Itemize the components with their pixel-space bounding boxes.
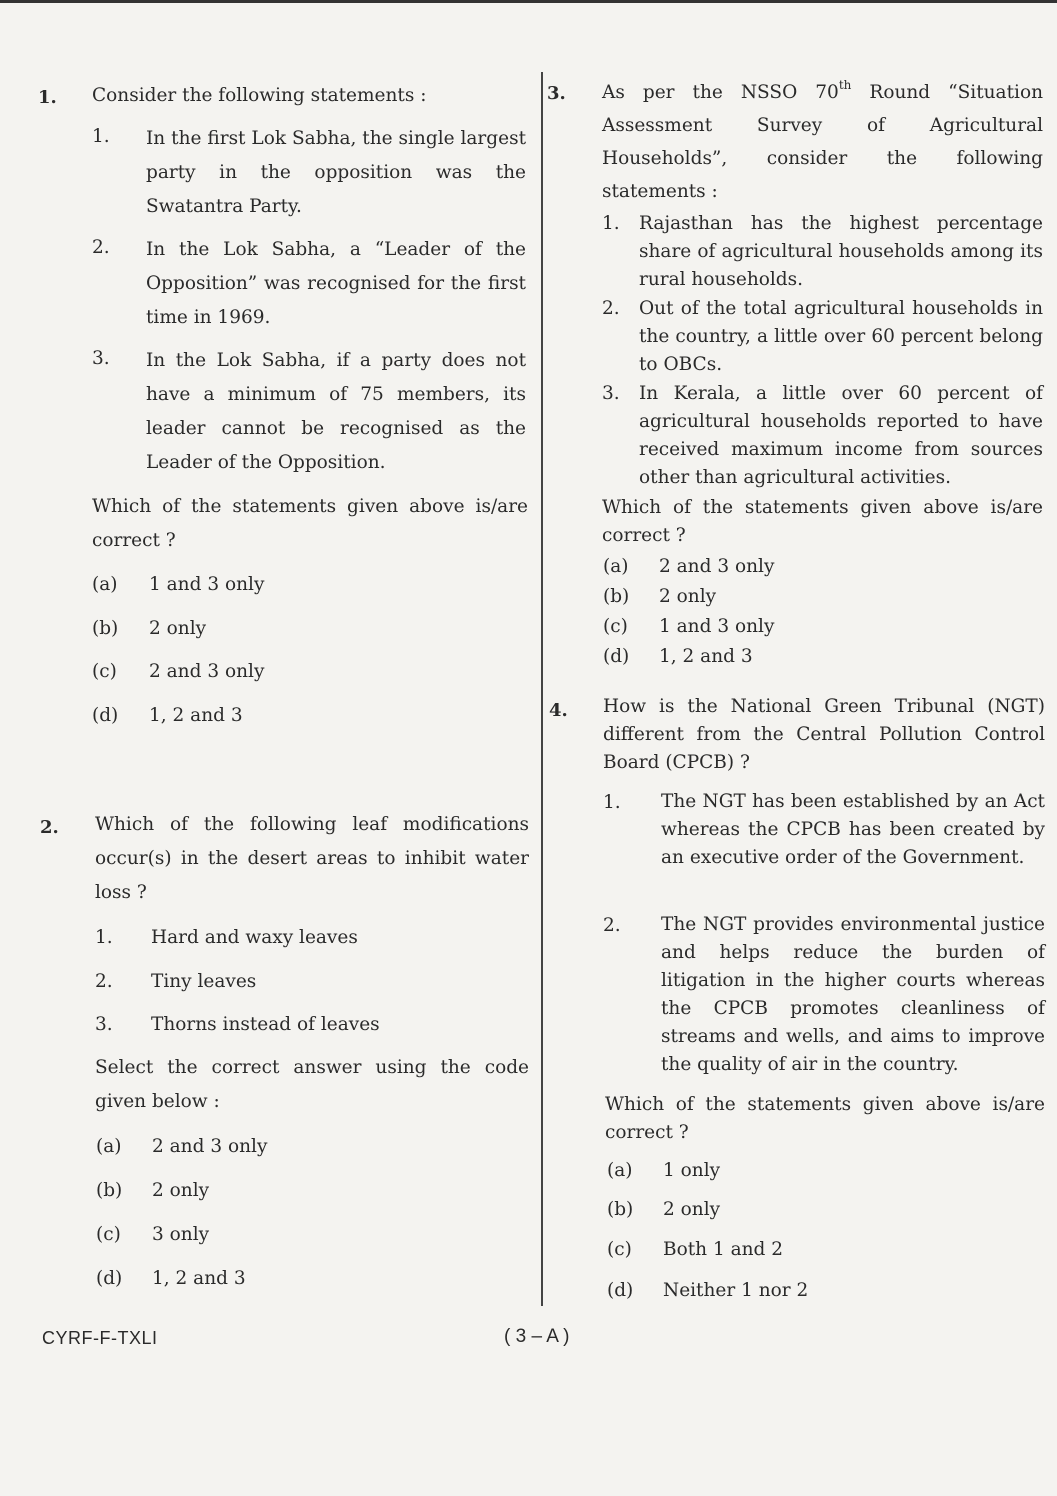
option-text: 2 and 3 only <box>152 1136 268 1157</box>
option-text: 2 and 3 only <box>659 556 775 577</box>
statement-text: Thorns instead of leaves <box>151 1014 380 1035</box>
option-label: (a) <box>92 574 118 595</box>
question-intro <box>602 76 1043 208</box>
intro-text-end: Round “Situation Assessment Survey of Agricultural Households”, consider the following statements : <box>602 82 1043 202</box>
question-3 <box>547 78 1044 678</box>
option-text: 1, 2 and 3 <box>152 1268 246 1289</box>
booklet-code: CYRF-F-TXLI <box>42 1328 158 1348</box>
question-number: 3. <box>547 83 566 104</box>
intro-superscript: th <box>838 78 852 92</box>
statement-number: 3. <box>92 348 110 369</box>
statement-number: 1. <box>95 927 113 948</box>
statement-number: 2. <box>92 237 110 258</box>
statement-text: In the first Lok Sabha, the single largest party in the opposition was the Swatantra Party. <box>146 128 526 217</box>
option-text: Both 1 and 2 <box>663 1239 784 1260</box>
statement-number: 1. <box>92 126 110 147</box>
question-intro: How is the National Green Tribunal (NGT) different from the Central Pollution Control Board (CPCB) ? <box>603 696 1045 773</box>
statement-number: 2. <box>95 971 113 992</box>
question-intro: Which of the following leaf modifications occur(s) in the desert areas to inhibit water loss ? <box>95 814 529 903</box>
option-label: (b) <box>92 618 119 639</box>
page-number: ( 3 – A ) <box>504 1326 570 1347</box>
option-label: (b) <box>603 586 630 607</box>
option-text: Neither 1 nor 2 <box>663 1280 809 1301</box>
option-label: (a) <box>607 1160 633 1181</box>
option-label: (c) <box>603 616 628 637</box>
option-text: 2 only <box>152 1180 210 1201</box>
question-number: 4. <box>549 700 568 721</box>
option-label: (b) <box>607 1199 634 1220</box>
question-4 <box>549 696 1047 1316</box>
question-prompt: Which of the statements given above is/are correct ? <box>602 497 1043 546</box>
statement-number: 3. <box>95 1014 113 1035</box>
option-text: 3 only <box>152 1224 210 1245</box>
option-label: (b) <box>96 1180 123 1201</box>
option-text: 1 only <box>663 1160 721 1181</box>
option-text: 2 only <box>659 586 717 607</box>
statement-text: Tiny leaves <box>151 971 257 992</box>
option-label: (d) <box>603 646 630 667</box>
option-label: (c) <box>92 661 117 682</box>
question-number: 1. <box>38 87 57 108</box>
question-2 <box>40 814 530 1294</box>
option-label: (c) <box>96 1224 121 1245</box>
question-prompt: Select the correct answer using the code given below : <box>95 1057 529 1112</box>
option-text: 1, 2 and 3 <box>149 705 243 726</box>
statement-text: In the Lok Sabha, if a party does not have a minimum of 75 members, its leader cannot be recognised as the Leader of the Opposition. <box>146 350 526 473</box>
statement-text: The NGT provides environmental justice and helps reduce the burden of litigation in the higher courts whereas the CPCB promotes cleanliness of streams and wells, and aims to improve the quality of air in the country. <box>661 914 1045 1075</box>
option-label: (a) <box>96 1136 122 1157</box>
statement-number: 1. <box>603 792 621 813</box>
statement-number: 1. <box>602 213 620 234</box>
statement-text: In the Lok Sabha, a “Leader of the Opposition” was recognised for the first time in 1969. <box>146 239 526 328</box>
statement-text: Rajasthan has the highest percentage share of agricultural households among its rural households. <box>639 213 1043 290</box>
statement-number: 2. <box>603 915 621 936</box>
statement-text: Hard and waxy leaves <box>151 927 358 948</box>
column-divider <box>541 72 543 1306</box>
option-label: (d) <box>92 705 119 726</box>
option-text: 1 and 3 only <box>659 616 775 637</box>
question-prompt: Which of the statements given above is/are correct ? <box>92 496 528 551</box>
option-label: (a) <box>603 556 629 577</box>
question-1 <box>38 84 528 734</box>
statement-number: 2. <box>602 298 620 319</box>
top-border-rule <box>0 0 1057 3</box>
option-label: (c) <box>607 1239 632 1260</box>
question-number: 2. <box>40 817 59 838</box>
intro-text-start: As per the NSSO 70 <box>602 82 839 103</box>
statement-text: The NGT has been established by an Act whereas the CPCB has been created by an executive order of the Government. <box>661 791 1045 868</box>
question-intro: Consider the following statements : <box>92 85 427 106</box>
option-label: (d) <box>607 1280 634 1301</box>
statement-text: In Kerala, a little over 60 percent of agricultural households reported to have received maximum income from sources other than agricultural activities. <box>639 383 1043 488</box>
option-label: (d) <box>96 1268 123 1289</box>
option-text: 1 and 3 only <box>149 574 265 595</box>
option-text: 2 only <box>663 1199 721 1220</box>
option-text: 2 and 3 only <box>149 661 265 682</box>
statement-text: Out of the total agricultural households in the country, a little over 60 percent belong to OBCs. <box>639 298 1043 375</box>
statement-number: 3. <box>602 383 620 404</box>
question-prompt: Which of the statements given above is/are correct ? <box>605 1094 1045 1143</box>
option-text: 2 only <box>149 618 207 639</box>
option-text: 1, 2 and 3 <box>659 646 753 667</box>
